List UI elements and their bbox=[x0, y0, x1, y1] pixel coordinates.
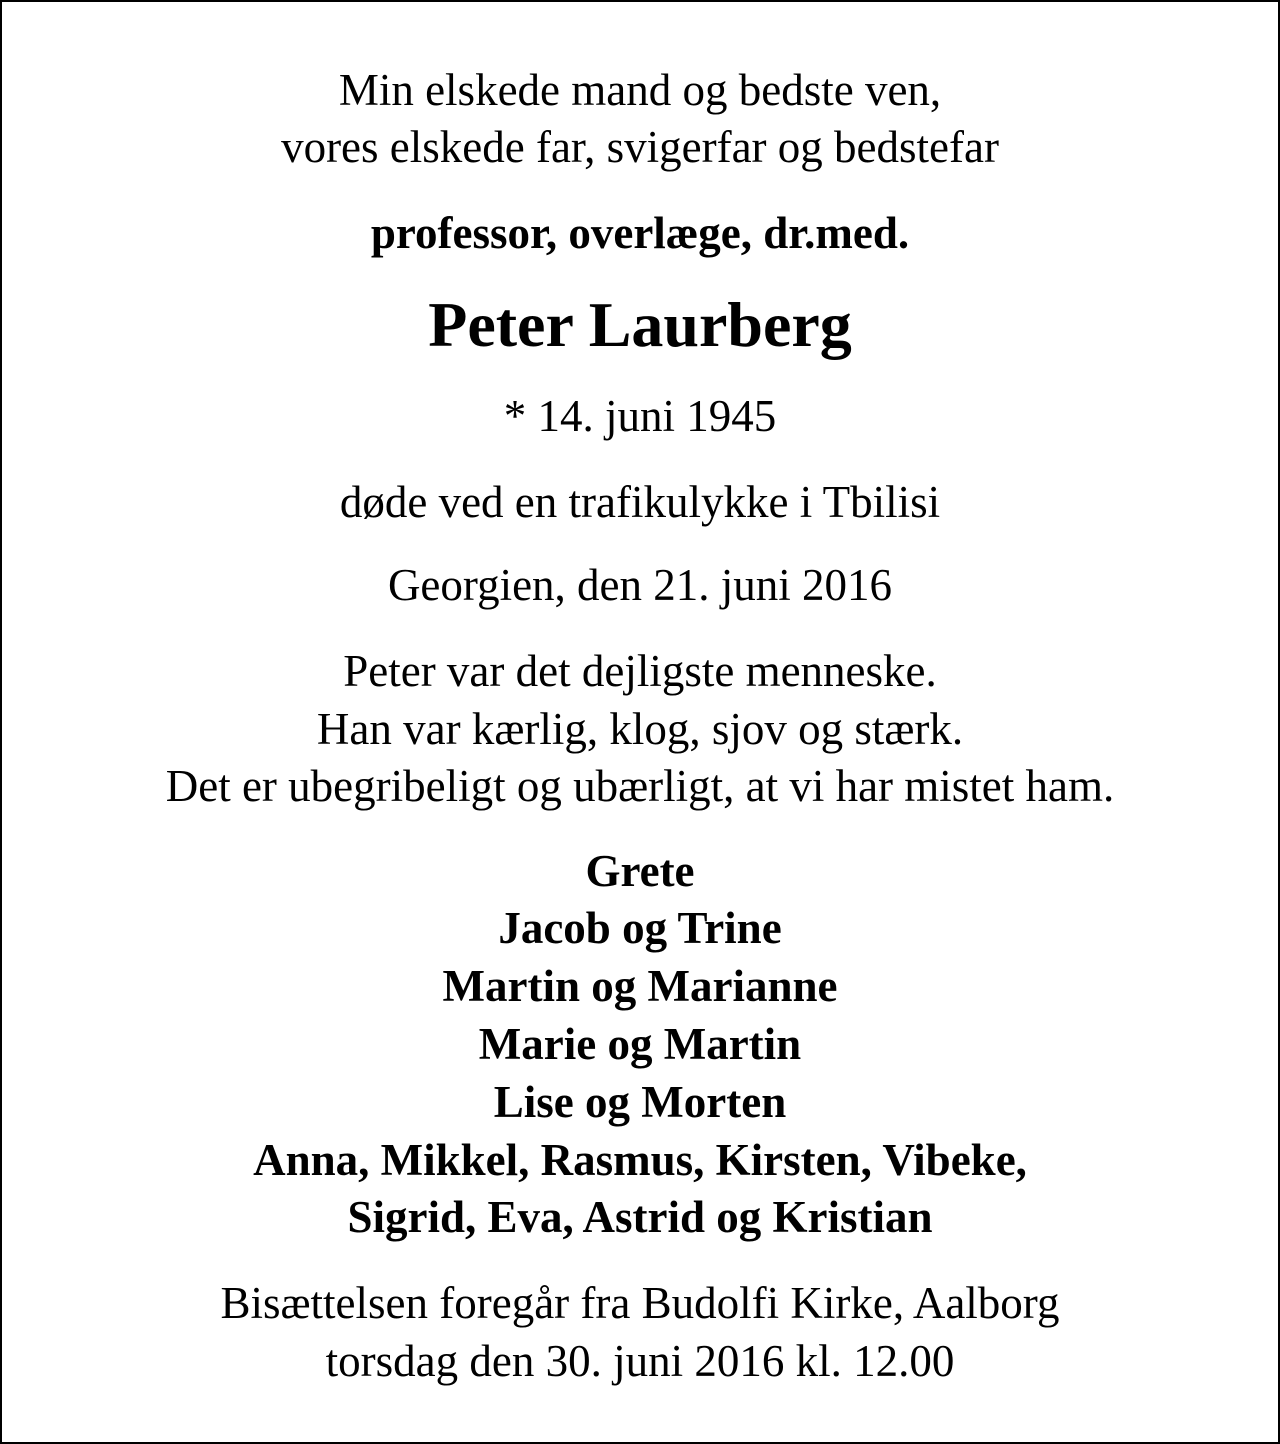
family-line-3: Martin og Marianne bbox=[442, 961, 838, 1011]
deceased-name: Peter Laurberg bbox=[428, 289, 852, 360]
death-line-1: døde ved en trafikulykke i Tbilisi bbox=[339, 477, 941, 527]
family-line-6: Anna, Mikkel, Rasmus, Kirsten, Vibeke, bbox=[253, 1135, 1027, 1185]
family-line-7: Sigrid, Eva, Astrid og Kristian bbox=[347, 1192, 933, 1242]
deceased-titles: professor, overlæge, dr.med. bbox=[370, 208, 910, 258]
funeral-line-2: torsdag den 30. juni 2016 kl. 12.00 bbox=[325, 1336, 955, 1386]
intro-line-1: Min elskede mand og bedste ven, bbox=[338, 65, 942, 115]
tribute-line-2: Han var kærlig, klog, sjov og stærk. bbox=[316, 704, 964, 754]
family-line-4: Marie og Martin bbox=[478, 1019, 802, 1069]
funeral-line-1: Bisættelsen foregår fra Budolfi Kirke, Aalborg bbox=[220, 1278, 1060, 1328]
family-line-1: Grete bbox=[585, 846, 695, 896]
intro-line-2: vores elskede far, svigerfar og bedstefar bbox=[281, 122, 999, 172]
tribute-line-1: Peter var det dejligste menneske. bbox=[343, 646, 937, 696]
family-line-2: Jacob og Trine bbox=[498, 903, 782, 953]
family-line-5: Lise og Morten bbox=[493, 1077, 787, 1127]
obituary-content bbox=[2, 2, 1278, 1442]
tribute-line-3: Det er ubegribeligt og ubærligt, at vi har mistet ham. bbox=[165, 761, 1115, 811]
birth-date: * 14. juni 1945 bbox=[503, 391, 777, 441]
death-line-2: Georgien, den 21. juni 2016 bbox=[387, 560, 893, 610]
